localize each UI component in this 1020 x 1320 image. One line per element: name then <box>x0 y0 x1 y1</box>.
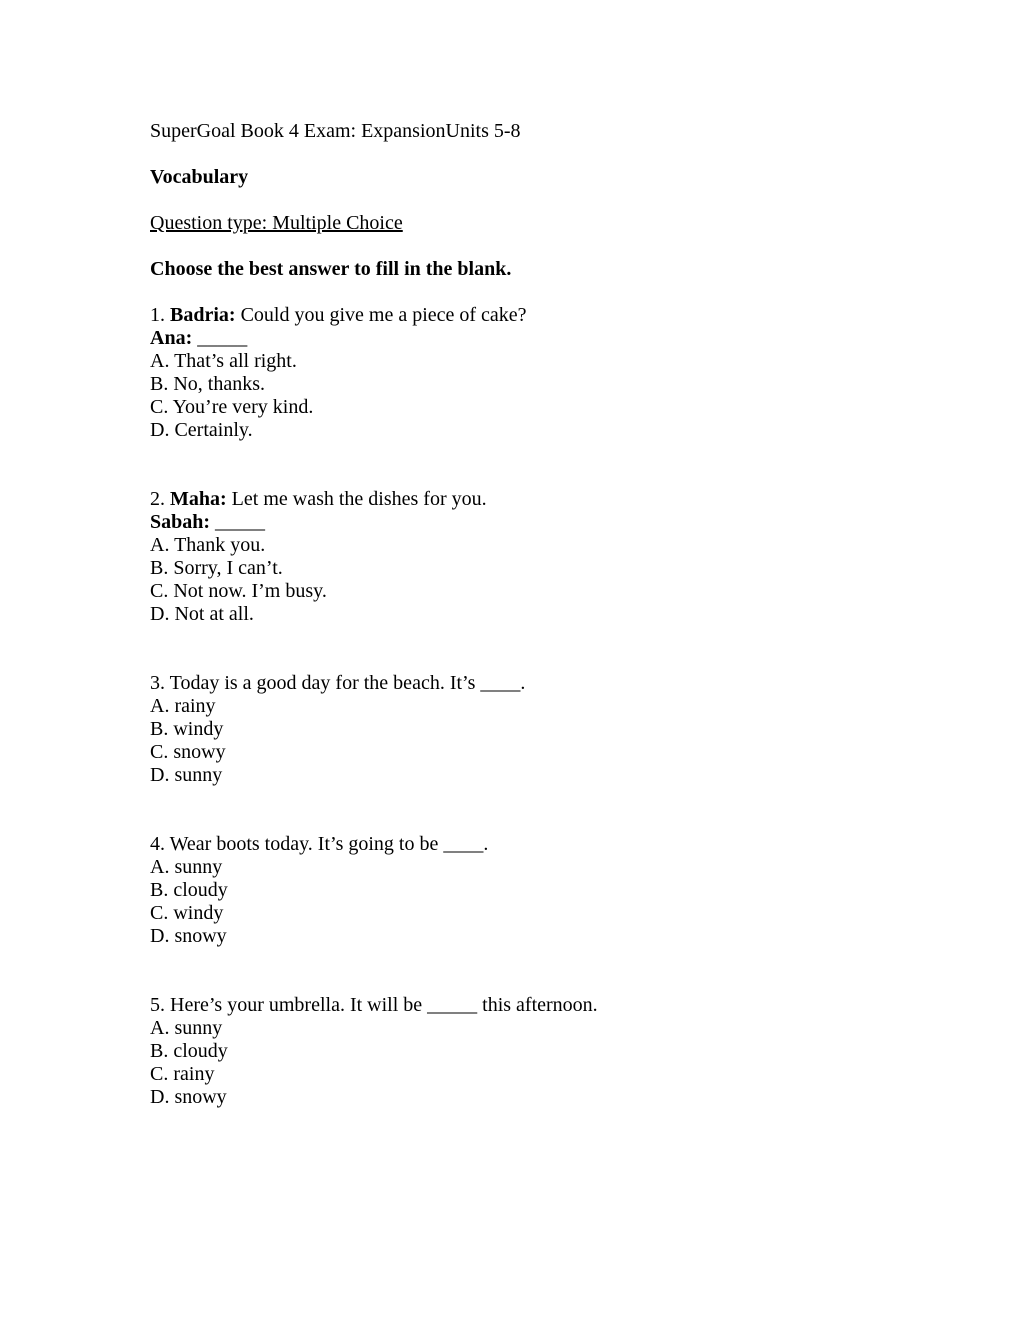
question-text: Wear boots today. It’s going to be ____. <box>169 833 489 855</box>
question-number: 2. <box>150 488 165 510</box>
responder-name: Sabah: <box>150 511 211 533</box>
option-item <box>150 419 870 442</box>
options-list <box>150 1017 870 1109</box>
instruction: Choose the best answer to fill in the blank. <box>150 258 512 280</box>
option-letter: B. <box>150 1040 169 1062</box>
option-item <box>150 1086 870 1109</box>
question-number: 1. <box>150 304 165 326</box>
option-item <box>150 1017 870 1040</box>
option-letter: D. <box>150 419 170 441</box>
option-text: No, thanks. <box>173 373 266 395</box>
option-text: Not at all. <box>174 603 254 625</box>
question-block <box>150 488 870 626</box>
option-letter: B. <box>150 373 169 395</box>
option-letter: D. <box>150 764 170 786</box>
option-letter: A. <box>150 695 170 717</box>
option-text: snowy <box>174 925 227 947</box>
option-text: windy <box>173 718 224 740</box>
exam-title: SuperGoal Book 4 Exam: ExpansionUnits 5-8 <box>150 120 521 142</box>
option-letter: A. <box>150 856 170 878</box>
options-list <box>150 856 870 948</box>
option-letter: A. <box>150 1017 170 1039</box>
option-item <box>150 718 870 741</box>
option-item <box>150 925 870 948</box>
option-text: sunny <box>174 764 223 786</box>
option-text: Sorry, I can’t. <box>173 557 283 579</box>
option-text: cloudy <box>173 1040 228 1062</box>
option-text: You’re very kind. <box>172 396 314 418</box>
question-block <box>150 304 870 442</box>
question-number: 3. <box>150 672 165 694</box>
question-number: 5. <box>150 994 165 1016</box>
option-item <box>150 557 870 580</box>
question-text-line <box>150 994 870 1017</box>
option-item <box>150 764 870 787</box>
option-item <box>150 396 870 419</box>
question-block <box>150 994 870 1109</box>
question-text-line <box>150 488 870 511</box>
response-line <box>150 511 870 534</box>
option-item <box>150 1063 870 1086</box>
options-list <box>150 534 870 626</box>
option-letter: A. <box>150 350 170 372</box>
option-letter: D. <box>150 1086 170 1108</box>
option-text: Certainly. <box>174 419 253 441</box>
option-letter: C. <box>150 396 169 418</box>
option-letter: C. <box>150 741 169 763</box>
option-text: That’s all right. <box>174 350 297 372</box>
option-text: cloudy <box>173 879 228 901</box>
responder-name: Ana: <box>150 327 193 349</box>
question-block <box>150 833 870 948</box>
question-text: Could you give me a piece of cake? <box>240 304 527 326</box>
option-letter: C. <box>150 902 169 924</box>
option-item <box>150 695 870 718</box>
option-item <box>150 856 870 879</box>
question-text-line <box>150 672 870 695</box>
options-list <box>150 350 870 442</box>
speaker-name: Maha: <box>170 488 227 510</box>
option-letter: D. <box>150 925 170 947</box>
speaker-name: Badria: <box>170 304 236 326</box>
question-number: 4. <box>150 833 165 855</box>
question-text: Here’s your umbrella. It will be _____ this afternoon. <box>170 994 598 1016</box>
question-block <box>150 672 870 787</box>
option-item <box>150 350 870 373</box>
option-text: Not now. I’m busy. <box>173 580 327 602</box>
option-item <box>150 741 870 764</box>
option-letter: B. <box>150 718 169 740</box>
option-item <box>150 580 870 603</box>
option-letter: C. <box>150 580 169 602</box>
section-heading: Vocabulary <box>150 166 249 188</box>
question-text: Today is a good day for the beach. It’s ____. <box>169 672 526 694</box>
option-item <box>150 534 870 557</box>
question-text-line <box>150 833 870 856</box>
question-type-heading: Question type: Multiple Choice <box>150 212 403 234</box>
option-text: rainy <box>173 1063 215 1085</box>
option-text: Thank you. <box>174 534 266 556</box>
questions-list <box>150 304 870 1109</box>
answer-blank: _____ <box>215 511 266 533</box>
response-line <box>150 327 870 350</box>
option-text: snowy <box>173 741 226 763</box>
option-letter: D. <box>150 603 170 625</box>
option-item <box>150 1040 870 1063</box>
question-text-line <box>150 304 870 327</box>
question-text: Let me wash the dishes for you. <box>231 488 487 510</box>
option-text: rainy <box>174 695 216 717</box>
option-text: sunny <box>174 1017 223 1039</box>
option-letter: B. <box>150 879 169 901</box>
option-text: sunny <box>174 856 223 878</box>
option-letter: C. <box>150 1063 169 1085</box>
option-letter: B. <box>150 557 169 579</box>
options-list <box>150 695 870 787</box>
option-item <box>150 879 870 902</box>
option-letter: A. <box>150 534 170 556</box>
answer-blank: _____ <box>197 327 248 349</box>
option-item <box>150 902 870 925</box>
option-text: snowy <box>174 1086 227 1108</box>
option-text: windy <box>173 902 224 924</box>
option-item <box>150 373 870 396</box>
option-item <box>150 603 870 626</box>
